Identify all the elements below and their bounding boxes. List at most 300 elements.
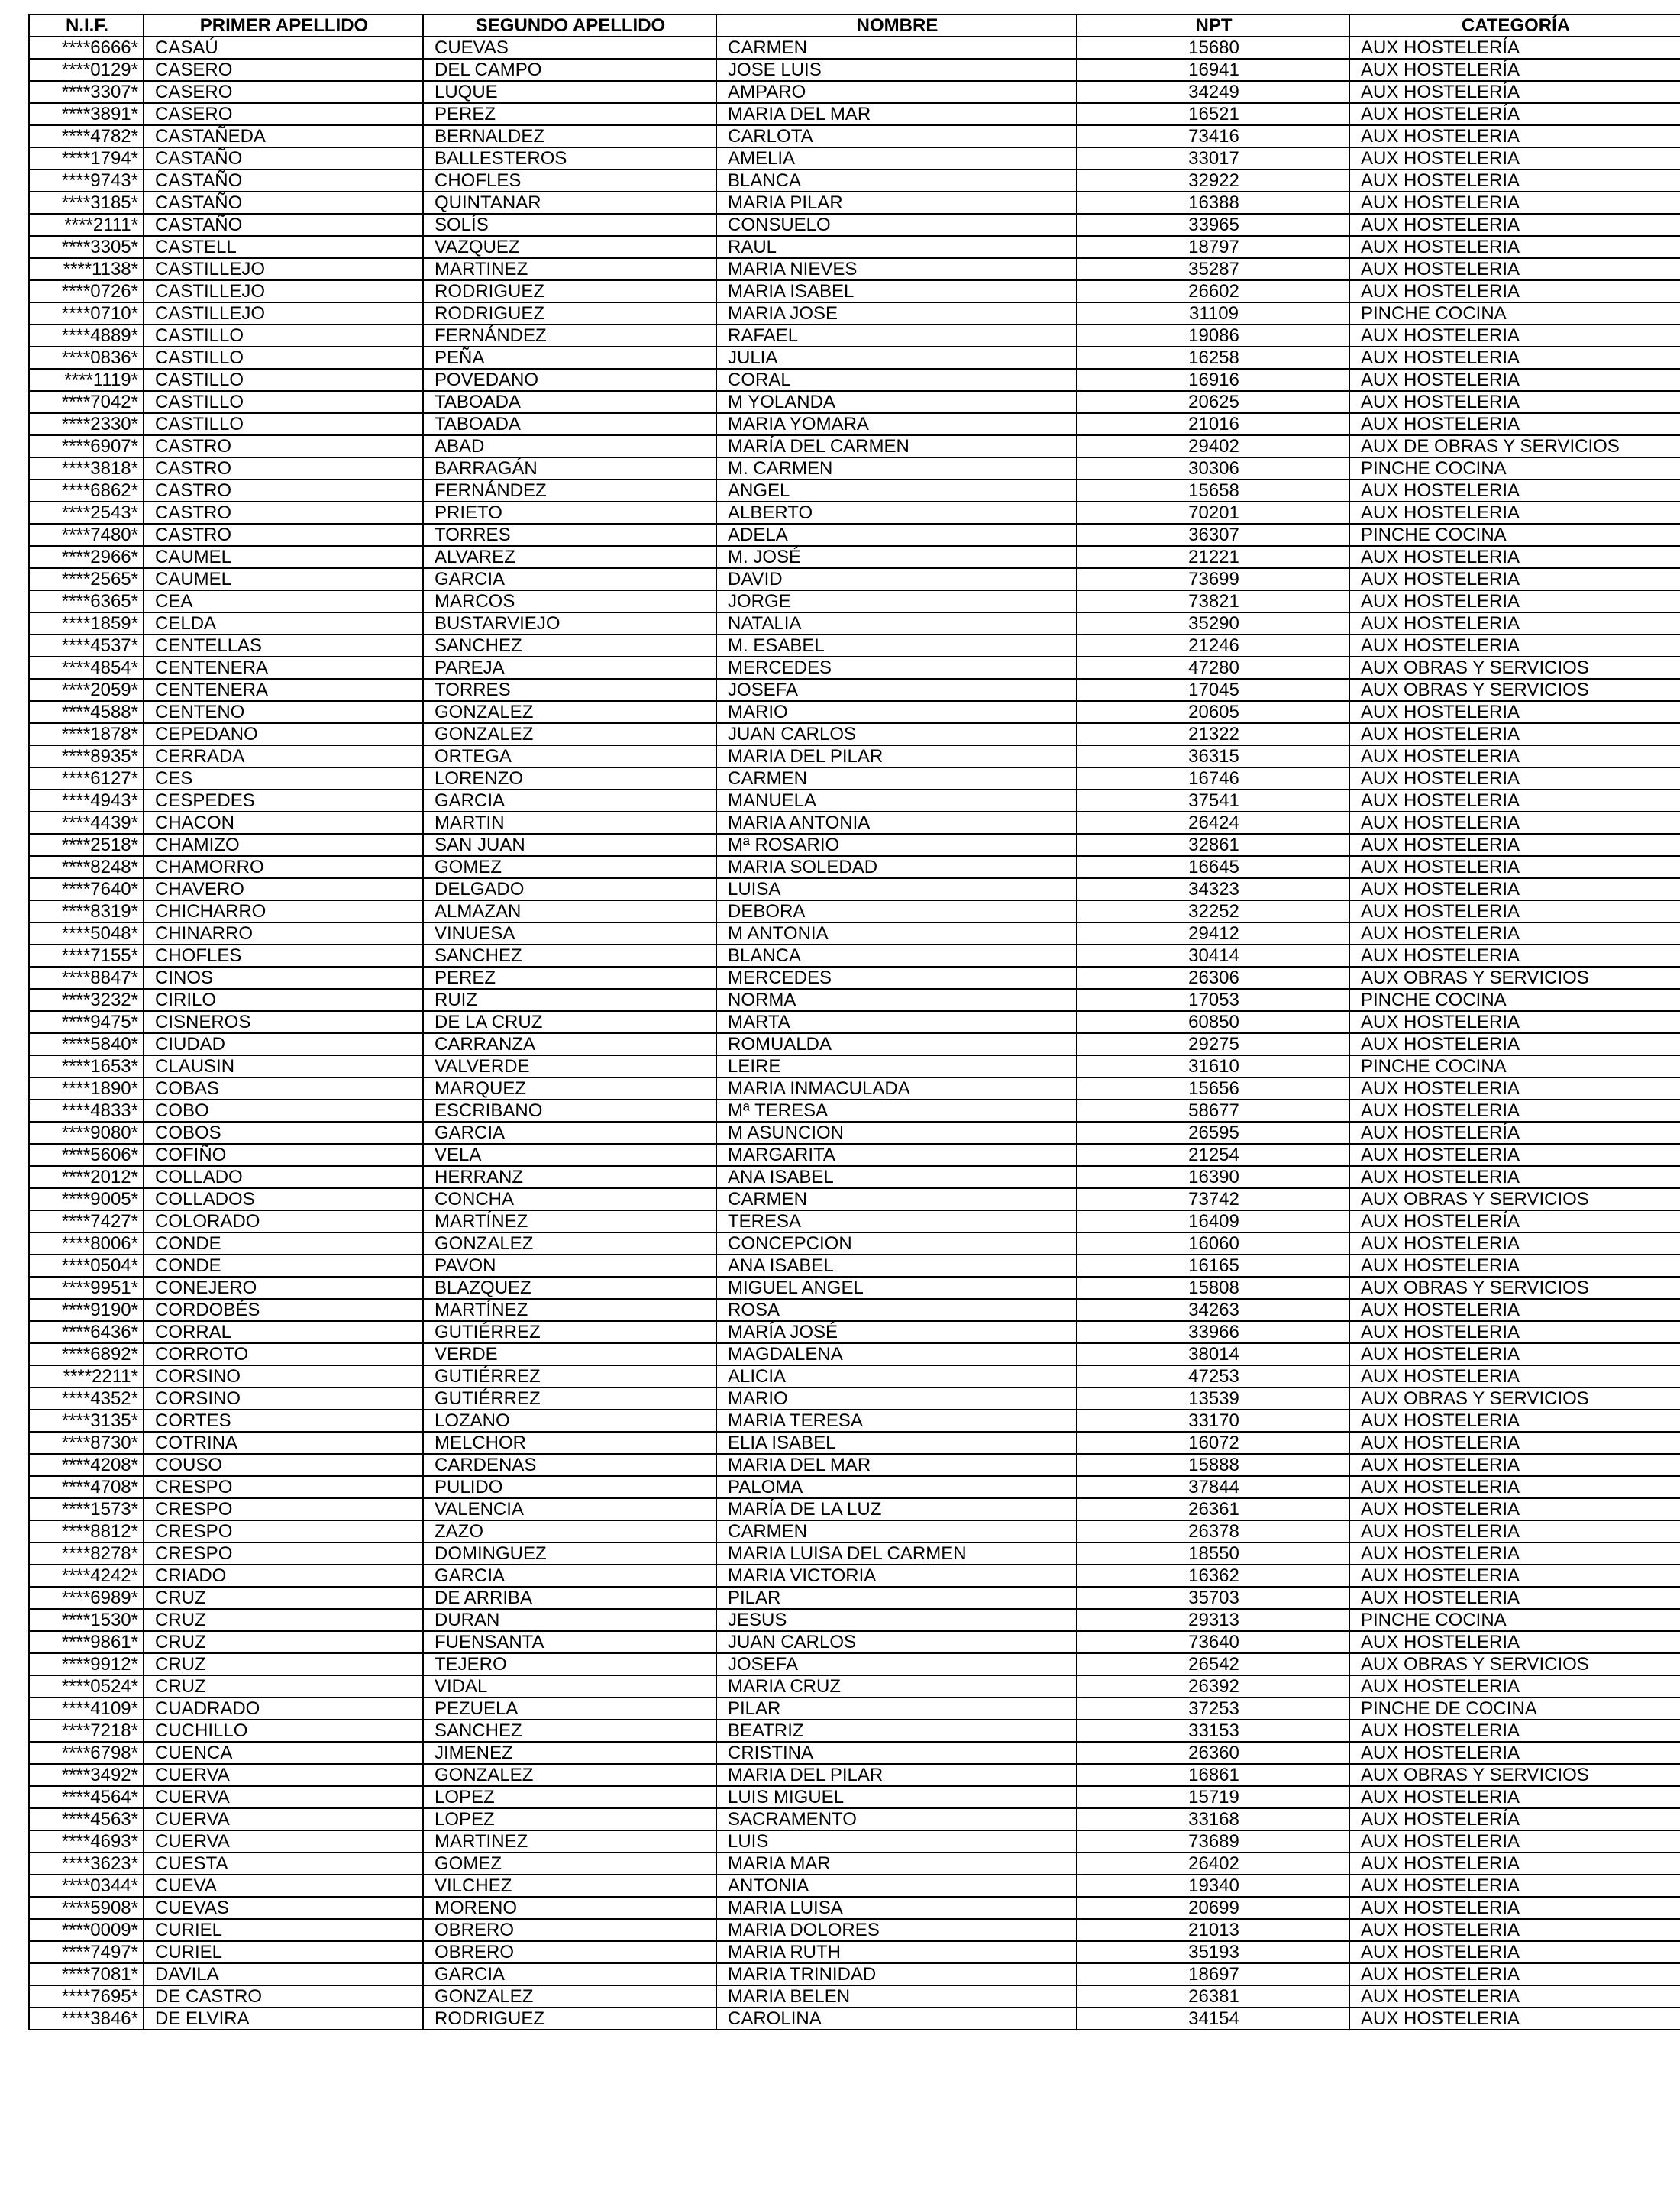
cell-categoria: AUX OBRAS Y SERVICIOS [1349,1764,1680,1786]
cell-primer-apellido: CAUMEL [144,546,423,568]
cell-segundo-apellido: PULIDO [423,1476,716,1498]
cell-nif: ****3623* [29,1853,144,1875]
cell-npt: 20605 [1077,701,1349,723]
table-row [29,590,1680,612]
cell-primer-apellido: CORROTO [144,1343,423,1365]
cell-segundo-apellido: DOMINGUEZ [423,1543,716,1565]
cell-categoria: AUX HOSTELERIA [1349,1543,1680,1565]
table-row [29,1122,1680,1144]
cell-categoria: AUX HOSTELERIA [1349,590,1680,612]
cell-nombre: AMPARO [716,81,1077,103]
cell-nif: ****9912* [29,1653,144,1675]
cell-segundo-apellido: PEZUELA [423,1698,716,1720]
cell-npt: 26402 [1077,1853,1349,1875]
cell-nif: ****3492* [29,1764,144,1786]
cell-npt: 73742 [1077,1188,1349,1210]
cell-categoria: AUX HOSTELERIA [1349,945,1680,967]
cell-nombre: MERCEDES [716,657,1077,679]
cell-primer-apellido: CASTAÑEDA [144,125,423,147]
cell-categoria: AUX HOSTELERIA [1349,1166,1680,1188]
cell-npt: 15656 [1077,1077,1349,1100]
cell-primer-apellido: DE ELVIRA [144,2008,423,2030]
cell-nombre: MARIA NIEVES [716,258,1077,280]
cell-nif: ****0836* [29,347,144,369]
cell-categoria: AUX HOSTELERIA [1349,214,1680,236]
cell-categoria: AUX HOSTELERIA [1349,1786,1680,1808]
cell-segundo-apellido: GARCIA [423,1565,716,1587]
cell-primer-apellido: COTRINA [144,1432,423,1454]
cell-categoria: AUX HOSTELERIA [1349,1675,1680,1698]
cell-primer-apellido: CLAUSIN [144,1055,423,1077]
cell-primer-apellido: CENTENO [144,701,423,723]
cell-segundo-apellido: ALVAREZ [423,546,716,568]
cell-npt: 13539 [1077,1387,1349,1410]
cell-npt: 30306 [1077,457,1349,480]
cell-nombre: JULIA [716,347,1077,369]
cell-primer-apellido: CUEVA [144,1875,423,1897]
table-row [29,635,1680,657]
table-row [29,1698,1680,1720]
cell-primer-apellido: CRESPO [144,1520,423,1543]
table-row [29,1277,1680,1299]
cell-nombre: M ANTONIA [716,922,1077,945]
cell-npt: 16072 [1077,1432,1349,1454]
cell-nombre: AMELIA [716,147,1077,170]
table-row [29,767,1680,790]
cell-nif: ****7695* [29,1985,144,2008]
cell-npt: 16165 [1077,1255,1349,1277]
cell-npt: 18697 [1077,1963,1349,1985]
cell-nombre: M. ESABEL [716,635,1077,657]
cell-segundo-apellido: MORENO [423,1897,716,1919]
cell-npt: 31109 [1077,302,1349,325]
cell-categoria: AUX HOSTELERIA [1349,723,1680,745]
cell-categoria: AUX HOSTELERIA [1349,413,1680,435]
cell-npt: 29402 [1077,435,1349,457]
cell-segundo-apellido: GUTIÉRREZ [423,1321,716,1343]
cell-nif: ****6907* [29,435,144,457]
cell-segundo-apellido: HERRANZ [423,1166,716,1188]
cell-nif: ****9080* [29,1122,144,1144]
cell-npt: 18550 [1077,1543,1349,1565]
table-row [29,1875,1680,1897]
cell-categoria: PINCHE COCINA [1349,457,1680,480]
cell-nombre: MARIA DOLORES [716,1919,1077,1941]
cell-categoria: AUX HOSTELERIA [1349,900,1680,922]
cell-npt: 16941 [1077,59,1349,81]
cell-npt: 16645 [1077,856,1349,878]
cell-nif: ****7640* [29,878,144,900]
cell-categoria: AUX HOSTELERIA [1349,2008,1680,2030]
cell-segundo-apellido: GUTIÉRREZ [423,1387,716,1410]
cell-nif: ****7042* [29,391,144,413]
cell-nif: ****3232* [29,989,144,1011]
cell-segundo-apellido: SANCHEZ [423,945,716,967]
table-row [29,878,1680,900]
table-row [29,236,1680,258]
cell-segundo-apellido: VIDAL [423,1675,716,1698]
cell-categoria: AUX HOSTELERIA [1349,325,1680,347]
cell-npt: 29313 [1077,1609,1349,1631]
cell-segundo-apellido: GARCIA [423,568,716,590]
cell-npt: 34249 [1077,81,1349,103]
cell-nif: ****1119* [29,369,144,391]
cell-categoria: AUX HOSTELERIA [1349,369,1680,391]
table-row [29,546,1680,568]
cell-npt: 29412 [1077,922,1349,945]
cell-segundo-apellido: DE LA CRUZ [423,1011,716,1033]
cell-nif: ****4889* [29,325,144,347]
table-row [29,1720,1680,1742]
cell-primer-apellido: CASTRO [144,480,423,502]
cell-npt: 16362 [1077,1565,1349,1587]
cell-primer-apellido: DAVILA [144,1963,423,1985]
table-row [29,1498,1680,1520]
cell-primer-apellido: CRUZ [144,1653,423,1675]
cell-segundo-apellido: MARQUEZ [423,1077,716,1100]
cell-segundo-apellido: FUENSANTA [423,1631,716,1653]
cell-nombre: BEATRIZ [716,1720,1077,1742]
cell-npt: 15888 [1077,1454,1349,1476]
cell-primer-apellido: CES [144,767,423,790]
table-row [29,170,1680,192]
cell-categoria: AUX HOSTELERIA [1349,790,1680,812]
cell-categoria: AUX HOSTELERIA [1349,1343,1680,1365]
cell-npt: 32922 [1077,170,1349,192]
cell-nif: ****8847* [29,967,144,989]
table-row [29,989,1680,1011]
cell-primer-apellido: CIUDAD [144,1033,423,1055]
cell-nombre: JORGE [716,590,1077,612]
cell-segundo-apellido: BALLESTEROS [423,147,716,170]
cell-nombre: RAUL [716,236,1077,258]
cell-segundo-apellido: BARRAGÁN [423,457,716,480]
cell-categoria: AUX HOSTELERIA [1349,347,1680,369]
cell-nombre: M ASUNCION [716,1122,1077,1144]
cell-npt: 15808 [1077,1277,1349,1299]
table-row [29,81,1680,103]
cell-nombre: MARIA YOMARA [716,413,1077,435]
cell-segundo-apellido: LUQUE [423,81,716,103]
cell-npt: 35287 [1077,258,1349,280]
cell-categoria: AUX HOSTELERIA [1349,1985,1680,2008]
table-row [29,745,1680,767]
cell-nif: ****9743* [29,170,144,192]
table-row [29,1432,1680,1454]
cell-nombre: CARLOTA [716,125,1077,147]
cell-nombre: MARIA PILAR [716,192,1077,214]
cell-categoria: AUX HOSTELERÍA [1349,1210,1680,1232]
table-row [29,325,1680,347]
table-row [29,524,1680,546]
table-row [29,1343,1680,1365]
cell-primer-apellido: CORDOBÉS [144,1299,423,1321]
cell-nif: ****4833* [29,1100,144,1122]
cell-segundo-apellido: VERDE [423,1343,716,1365]
cell-categoria: AUX HOSTELERIA [1349,1587,1680,1609]
cell-nombre: LUIS MIGUEL [716,1786,1077,1808]
table-row [29,258,1680,280]
cell-categoria: AUX HOSTELERIA [1349,147,1680,170]
cell-categoria: AUX HOSTELERIA [1349,568,1680,590]
cell-primer-apellido: CISNEROS [144,1011,423,1033]
table-row [29,900,1680,922]
cell-nombre: TERESA [716,1210,1077,1232]
cell-categoria: AUX OBRAS Y SERVICIOS [1349,1653,1680,1675]
table-row [29,59,1680,81]
cell-nif: ****9475* [29,1011,144,1033]
cell-npt: 37253 [1077,1698,1349,1720]
header-nif: N.I.F. [29,15,144,37]
cell-nif: ****1859* [29,612,144,635]
cell-primer-apellido: COUSO [144,1454,423,1476]
cell-nombre: CARMEN [716,1520,1077,1543]
cell-categoria: AUX HOSTELERIA [1349,1410,1680,1432]
cell-categoria: AUX HOSTELERIA [1349,1853,1680,1875]
table-row [29,1631,1680,1653]
cell-nombre: MARIA DEL PILAR [716,1764,1077,1786]
cell-segundo-apellido: DELGADO [423,878,716,900]
cell-categoria: AUX HOSTELERIA [1349,767,1680,790]
cell-primer-apellido: CIRILO [144,989,423,1011]
cell-nif: ****3305* [29,236,144,258]
cell-primer-apellido: COBAS [144,1077,423,1100]
cell-nombre: ROSA [716,1299,1077,1321]
cell-primer-apellido: CASTILLO [144,325,423,347]
cell-nif: ****4563* [29,1808,144,1830]
cell-npt: 32861 [1077,834,1349,856]
cell-categoria: AUX HOSTELERÍA [1349,81,1680,103]
cell-nombre: MARIA MAR [716,1853,1077,1875]
cell-nif: ****3891* [29,103,144,125]
cell-primer-apellido: COLORADO [144,1210,423,1232]
cell-nif: ****1653* [29,1055,144,1077]
cell-segundo-apellido: MARTÍNEZ [423,1299,716,1321]
table-row [29,945,1680,967]
cell-categoria: AUX OBRAS Y SERVICIOS [1349,1277,1680,1299]
cell-nombre: MARIO [716,1387,1077,1410]
table-row [29,1853,1680,1875]
cell-npt: 35290 [1077,612,1349,635]
cell-nif: ****7497* [29,1941,144,1963]
cell-segundo-apellido: ABAD [423,435,716,457]
cell-segundo-apellido: VALENCIA [423,1498,716,1520]
cell-segundo-apellido: CHOFLES [423,170,716,192]
cell-nombre: MARIA LUISA DEL CARMEN [716,1543,1077,1565]
cell-nombre: PILAR [716,1698,1077,1720]
cell-npt: 70201 [1077,502,1349,524]
cell-categoria: AUX HOSTELERIA [1349,125,1680,147]
cell-nombre: CAROLINA [716,2008,1077,2030]
cell-categoria: AUX HOSTELERIA [1349,878,1680,900]
cell-primer-apellido: CASTELL [144,236,423,258]
cell-npt: 33965 [1077,214,1349,236]
cell-nombre: CARMEN [716,1188,1077,1210]
cell-nif: ****1530* [29,1609,144,1631]
cell-nif: ****7427* [29,1210,144,1232]
cell-nombre: ALBERTO [716,502,1077,524]
cell-primer-apellido: CESPEDES [144,790,423,812]
cell-primer-apellido: CRUZ [144,1587,423,1609]
cell-npt: 30414 [1077,945,1349,967]
cell-npt: 31610 [1077,1055,1349,1077]
cell-categoria: AUX DE OBRAS Y SERVICIOS [1349,435,1680,457]
cell-primer-apellido: CASTAÑO [144,214,423,236]
cell-segundo-apellido: BERNALDEZ [423,125,716,147]
cell-nombre: MARIA DEL MAR [716,1454,1077,1476]
cell-nif: ****8730* [29,1432,144,1454]
table-row [29,701,1680,723]
cell-nombre: Mª TERESA [716,1100,1077,1122]
cell-categoria: AUX HOSTELERIA [1349,1963,1680,1985]
cell-npt: 32252 [1077,900,1349,922]
cell-categoria: AUX HOSTELERIA [1349,1077,1680,1100]
table-row [29,103,1680,125]
table-row [29,967,1680,989]
table-row [29,1897,1680,1919]
cell-categoria: AUX OBRAS Y SERVICIOS [1349,657,1680,679]
cell-primer-apellido: CINOS [144,967,423,989]
cell-primer-apellido: CUESTA [144,1853,423,1875]
table-row [29,1941,1680,1963]
cell-nif: ****4708* [29,1476,144,1498]
cell-primer-apellido: COLLADOS [144,1188,423,1210]
cell-categoria: AUX HOSTELERIA [1349,1144,1680,1166]
cell-primer-apellido: CEPEDANO [144,723,423,745]
cell-nombre: ADELA [716,524,1077,546]
cell-primer-apellido: CORRAL [144,1321,423,1343]
cell-npt: 73416 [1077,125,1349,147]
cell-categoria: AUX HOSTELERIA [1349,1476,1680,1498]
cell-nombre: JUAN CARLOS [716,723,1077,745]
table-row [29,1476,1680,1498]
cell-primer-apellido: CUEVAS [144,1897,423,1919]
cell-nombre: MIGUEL ANGEL [716,1277,1077,1299]
cell-npt: 21013 [1077,1919,1349,1941]
cell-categoria: AUX HOSTELERIA [1349,1033,1680,1055]
cell-primer-apellido: CASTRO [144,502,423,524]
cell-segundo-apellido: GOMEZ [423,856,716,878]
table-body [29,37,1680,2030]
header-primer-apellido: PRIMER APELLIDO [144,15,423,37]
table-row [29,37,1680,59]
table-row [29,1808,1680,1830]
cell-categoria: AUX HOSTELERIA [1349,812,1680,834]
cell-npt: 21221 [1077,546,1349,568]
cell-categoria: AUX HOSTELERIA [1349,922,1680,945]
cell-npt: 16388 [1077,192,1349,214]
cell-primer-apellido: CELDA [144,612,423,635]
cell-npt: 73689 [1077,1830,1349,1853]
cell-primer-apellido: CORTES [144,1410,423,1432]
cell-nombre: CARMEN [716,767,1077,790]
cell-segundo-apellido: CUEVAS [423,37,716,59]
cell-segundo-apellido: GARCIA [423,790,716,812]
table-row [29,1786,1680,1808]
header-nombre: NOMBRE [716,15,1077,37]
cell-nif: ****9951* [29,1277,144,1299]
cell-primer-apellido: CRESPO [144,1498,423,1520]
cell-categoria: AUX HOSTELERIA [1349,391,1680,413]
cell-nif: ****7480* [29,524,144,546]
cell-nombre: MAGDALENA [716,1343,1077,1365]
cell-npt: 73640 [1077,1631,1349,1653]
cell-categoria: AUX HOSTELERIA [1349,1100,1680,1122]
cell-nombre: Mª ROSARIO [716,834,1077,856]
table-row [29,214,1680,236]
cell-nombre: MARIA BELEN [716,1985,1077,2008]
cell-categoria: AUX HOSTELERIA [1349,635,1680,657]
cell-nif: ****6892* [29,1343,144,1365]
cell-nombre: DAVID [716,568,1077,590]
cell-nombre: MARIA JOSE [716,302,1077,325]
cell-segundo-apellido: SANCHEZ [423,635,716,657]
cell-nombre: JUAN CARLOS [716,1631,1077,1653]
cell-nif: ****9190* [29,1299,144,1321]
table-row [29,1985,1680,2008]
cell-nombre: ANGEL [716,480,1077,502]
cell-segundo-apellido: TORRES [423,679,716,701]
cell-segundo-apellido: GONZALEZ [423,1232,716,1255]
table-row [29,1742,1680,1764]
cell-npt: 36307 [1077,524,1349,546]
cell-primer-apellido: COBO [144,1100,423,1122]
cell-nif: ****9005* [29,1188,144,1210]
cell-nif: ****2565* [29,568,144,590]
cell-npt: 60850 [1077,1011,1349,1033]
cell-npt: 26378 [1077,1520,1349,1543]
cell-nif: ****8812* [29,1520,144,1543]
cell-nombre: PILAR [716,1587,1077,1609]
cell-categoria: AUX HOSTELERIA [1349,1897,1680,1919]
cell-nombre: MARIA CRUZ [716,1675,1077,1698]
cell-segundo-apellido: VINUESA [423,922,716,945]
table-row [29,1077,1680,1100]
cell-categoria: AUX HOSTELERIA [1349,1498,1680,1520]
cell-npt: 38014 [1077,1343,1349,1365]
cell-nif: ****2012* [29,1166,144,1188]
cell-primer-apellido: CASTILLEJO [144,258,423,280]
cell-npt: 35703 [1077,1587,1349,1609]
cell-nombre: NORMA [716,989,1077,1011]
cell-categoria: AUX HOSTELERIA [1349,258,1680,280]
cell-nombre: JESUS [716,1609,1077,1631]
cell-nombre: MARTA [716,1011,1077,1033]
cell-nif: ****6798* [29,1742,144,1764]
cell-npt: 73821 [1077,590,1349,612]
cell-nombre: SACRAMENTO [716,1808,1077,1830]
cell-categoria: AUX HOSTELERIA [1349,1232,1680,1255]
table-row [29,413,1680,435]
cell-categoria: AUX HOSTELERÍA [1349,1122,1680,1144]
cell-nif: ****1573* [29,1498,144,1520]
cell-nif: ****0344* [29,1875,144,1897]
table-row [29,657,1680,679]
table-row [29,1520,1680,1543]
cell-categoria: AUX HOSTELERIA [1349,192,1680,214]
cell-nif: ****3307* [29,81,144,103]
cell-npt: 26424 [1077,812,1349,834]
cell-primer-apellido: CASTAÑO [144,147,423,170]
cell-npt: 18797 [1077,236,1349,258]
cell-primer-apellido: CASAÚ [144,37,423,59]
table-row [29,1830,1680,1853]
cell-nombre: RAFAEL [716,325,1077,347]
cell-primer-apellido: COFIÑO [144,1144,423,1166]
cell-segundo-apellido: OBRERO [423,1941,716,1963]
cell-segundo-apellido: VELA [423,1144,716,1166]
cell-nif: ****2111* [29,214,144,236]
